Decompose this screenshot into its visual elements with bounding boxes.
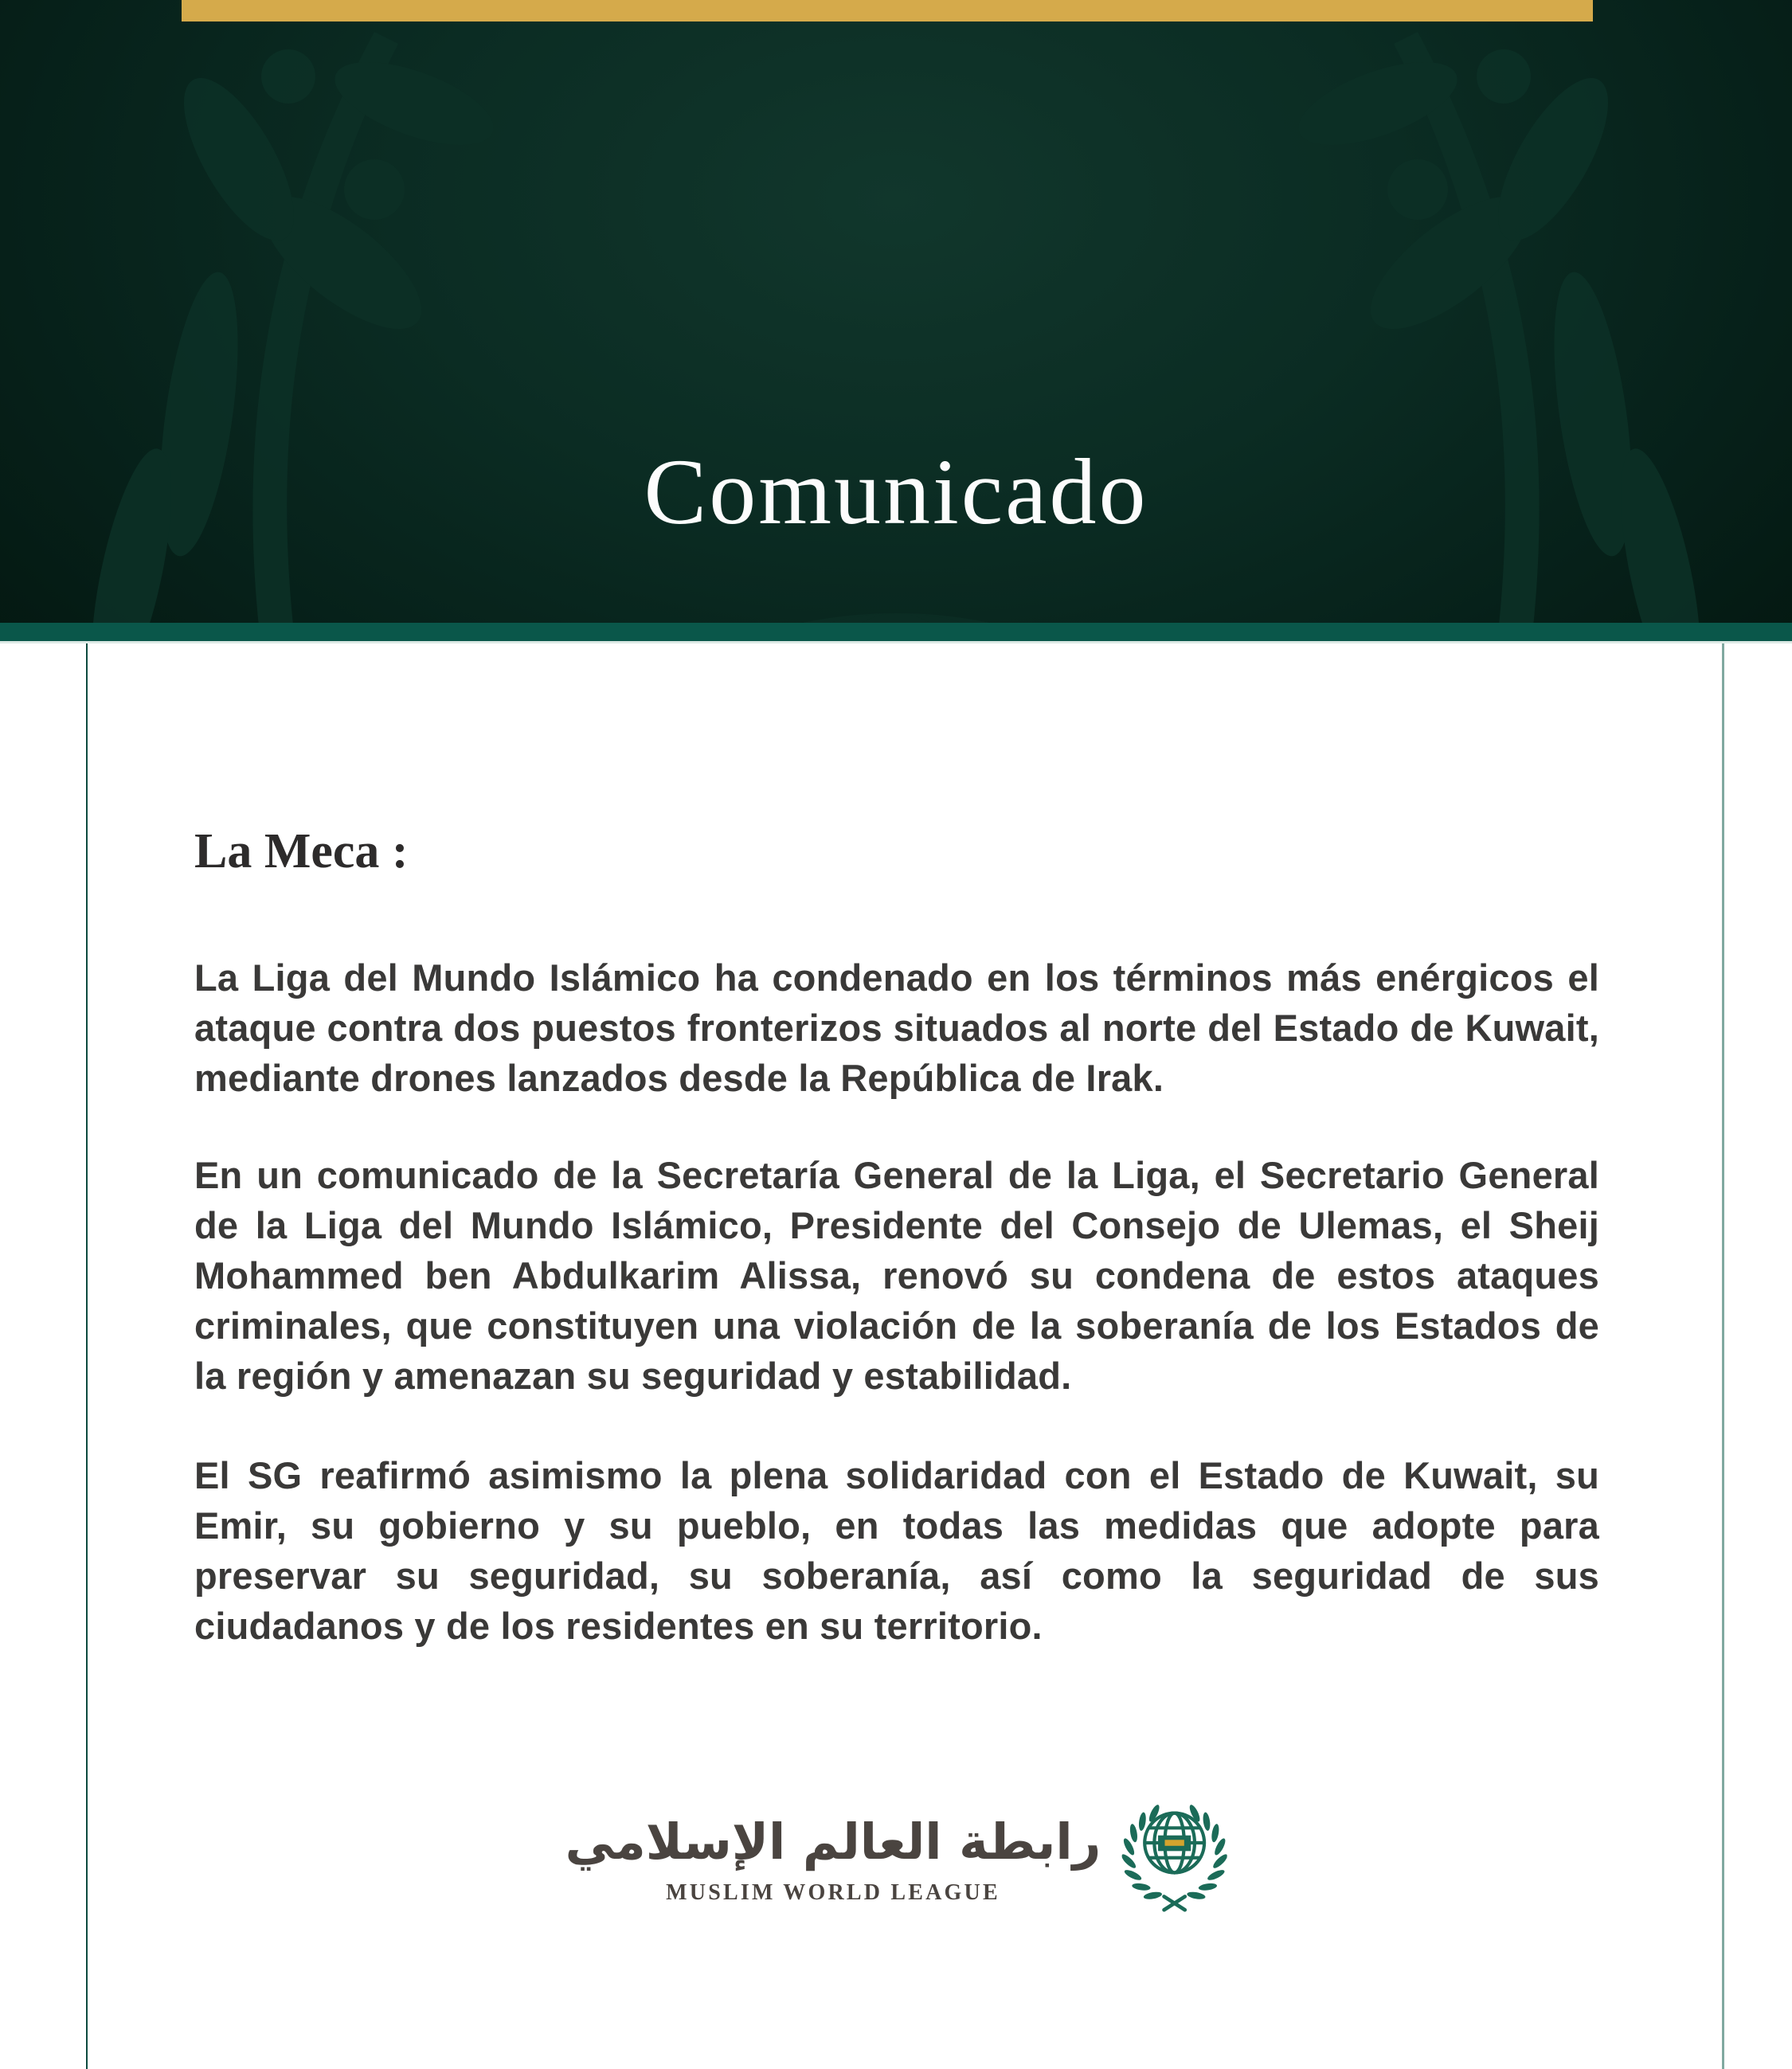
- mwl-logo: [565, 1797, 1227, 1913]
- card-left-rule: [86, 643, 88, 2069]
- paragraph-2: En un comunicado de la Secretaría General de la Liga, el Secretario General de la Liga del Mundo Islámico, Presidente del Consejo de Ulemas, el Sheij Mohammed ben Abdulkarim Alissa, renovó su condena de estos ataques criminales, que constituyen una violación de la soberanía de los Estados de la región y amenazan su seguridad y estabilidad.: [194, 1154, 1599, 1397]
- card-right-rule: [1722, 643, 1724, 2069]
- mwl-emblem-icon: [1121, 1797, 1227, 1913]
- teal-divider: [0, 623, 1792, 643]
- logo-arabic-calligraphy: رابطة العالم الإسلامي: [565, 1812, 1101, 1871]
- gold-accent-bar: [182, 0, 1593, 22]
- paragraph-3: El SG reafirmó asimismo la plena solidaridad con el Estado de Kuwait, su Emir, su gobierno y su pueblo, en todas las medidas que adopte para preservar su seguridad, su soberanía, así como la seguridad de sus ciudadanos y de los residentes en su territorio.: [194, 1454, 1599, 1647]
- header-banner: [0, 0, 1792, 623]
- laurel-wreath-icon: [1121, 1801, 1227, 1910]
- page-title: Comunicado: [644, 440, 1148, 544]
- dateline: La Meca :: [194, 824, 409, 878]
- paragraph-1: La Liga del Mundo Islámico ha condenado en los términos más enérgicos el ataque contra dos puestos fronterizos situados al norte del Estado de Kuwait, mediante drones lanzados desde la República de Irak.: [194, 956, 1599, 1099]
- logo-wordmark: MUSLIM WORLD LEAGUE: [666, 1879, 1000, 1905]
- mwl-logo-text: [565, 1805, 1101, 1906]
